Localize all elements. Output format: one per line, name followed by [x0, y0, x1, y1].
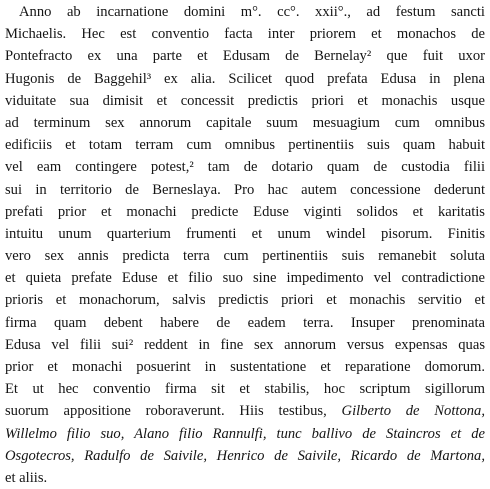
witness-line: Willelmo filio suo, Alano filio Rannulfi, tunc ballivo de Staincros et de	[5, 425, 485, 442]
charter-line: prior et monachi posuerint in sustentatione et reparatione domorum.	[5, 359, 485, 375]
charter-line: vel eam contingere potest,² tam de dotario quam de custodia filii	[5, 159, 485, 176]
charter-line: Michaelis. Hec est conventio facta inter priorem et monachos de	[5, 26, 485, 43]
charter-line-witnesses-intro	[5, 400, 485, 422]
charter-line: et quieta prefate Eduse et filio suo sine impedimento vel contradictione	[5, 270, 485, 287]
charter-line: Hugonis de Baggehil³ ex alia. Scilicet quod prefata Edusa in plena	[5, 70, 485, 87]
charter-document	[5, 1, 485, 489]
charter-line: firma quam debent habere de eadem terra. Insuper prenominata	[5, 314, 485, 331]
charter-line: vero sex annis predicta terra cum pertinentiis suis remanebit soluta	[5, 248, 485, 265]
charter-line: Et ut hec conventio firma sit et stabilis, hoc scriptum sigillorum	[5, 381, 485, 398]
charter-line: Anno ab incarnatione domini m°. cc°. xxii°., ad festum sancti	[19, 4, 485, 20]
charter-closing: et aliis.	[5, 469, 48, 486]
charter-line: prioris et monachorum, salvis predictis priori et monachis servitio et	[5, 292, 485, 309]
charter-line: Pontefracto ex una parte et Edusam de Bernelay² que fuit uxor	[5, 48, 485, 65]
witnesses-intro-text: suorum appositione roboraverunt. Hiis testibus,	[5, 403, 327, 420]
charter-line: ad terminum sex annorum capitale suum mesuagium cum omnibus	[5, 114, 485, 131]
witness-line: Osgotecros, Radulfo de Saivile, Henrico de Saivile, Ricardo de Martona,	[5, 447, 485, 464]
charter-line: Edusa vel filii sui² reddent in fine sex annorum versus expensas quas	[5, 336, 485, 353]
charter-line: prefati prior et monachi predicte Eduse viginti solidos et karitatis	[5, 203, 485, 220]
charter-line: viduitate sua dimisit et concessit predictis priori et monachis usque	[5, 92, 485, 109]
charter-line: edificiis et totam terram cum omnibus pertinentiis suis quam habuit	[5, 137, 485, 154]
charter-line: intuitu unum quarterium frumenti et unum windel pisorum. Finitis	[5, 225, 485, 242]
witness-name: Gilberto de Nottona,	[341, 403, 485, 420]
charter-line: sui in territorio de Berneslaya. Pro hac autem concessione dederunt	[5, 181, 485, 198]
